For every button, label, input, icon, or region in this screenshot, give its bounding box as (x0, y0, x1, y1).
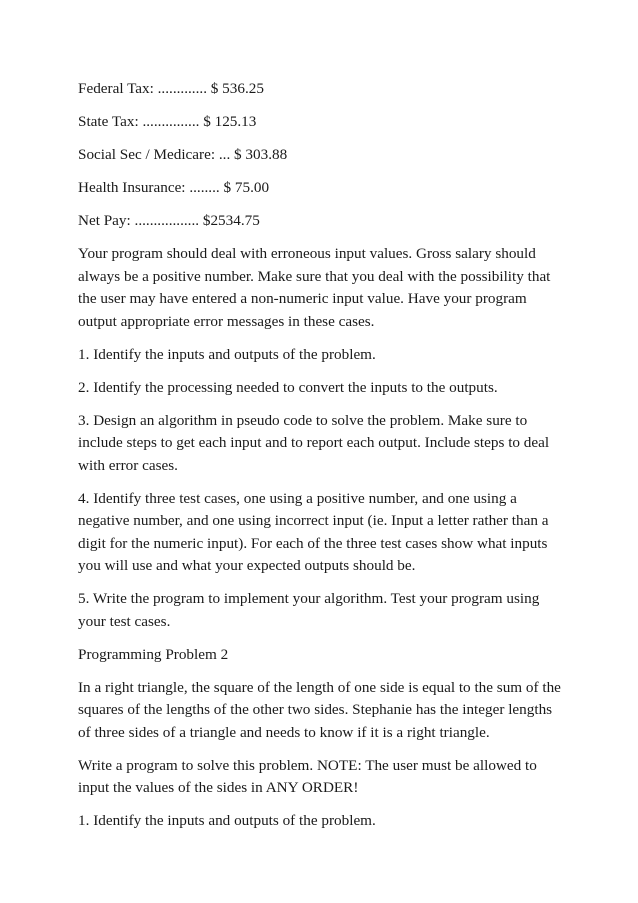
problem-2-description: In a right triangle, the square of the length of one side is equal to the sum of the squares of the lengths of the other two sides. Stephanie has the integer lengths of three sides of a triangle and needs to know if it is a right triangle. (78, 678, 561, 741)
step-3-paragraph: 3. Design an algorithm in pseudo code to solve the problem. Make sure to include steps to get each input and to report each output. Include steps to deal with error cases. (78, 411, 550, 474)
state-tax-line: State Tax: ............... $ 125.13 (78, 113, 257, 130)
step-5-paragraph: 5. Write the program to implement your algorithm. Test your program using your test cases. (78, 590, 540, 630)
problem-2-step-1: 1. Identify the inputs and outputs of the problem. (78, 812, 376, 829)
problem-2-instructions: Write a program to solve this problem. NOTE: The user must be allowed to input the values of the sides in ANY ORDER! (78, 756, 537, 796)
health-insurance-line: Health Insurance: ........ $ 75.00 (78, 179, 270, 196)
document-page (78, 78, 568, 843)
social-sec-medicare-line: Social Sec / Medicare: ... $ 303.88 (78, 146, 288, 163)
step-2-paragraph: 2. Identify the processing needed to convert the inputs to the outputs. (78, 378, 498, 396)
error-handling-paragraph: Your program should deal with erroneous input values. Gross salary should always be a positive number. Make sure that you deal with the possibility that the user may have entered a non-numeric input value. Have your program output appropriate error messages in these cases. (78, 245, 551, 330)
net-pay-line: Net Pay: ................. $2534.75 (78, 212, 260, 229)
problem-2-heading: Programming Problem 2 (78, 645, 229, 663)
step-4-paragraph: 4. Identify three test cases, one using a positive number, and one using a negative number, and one using incorrect input (ie. Input a letter rather than a digit for the numeric input). For each of the three test cases show what inputs you will use and what your expected outputs should be. (78, 489, 549, 574)
step-1-paragraph: 1. Identify the inputs and outputs of the problem. (78, 345, 376, 363)
federal-tax-line: Federal Tax: ............. $ 536.25 (78, 80, 264, 97)
